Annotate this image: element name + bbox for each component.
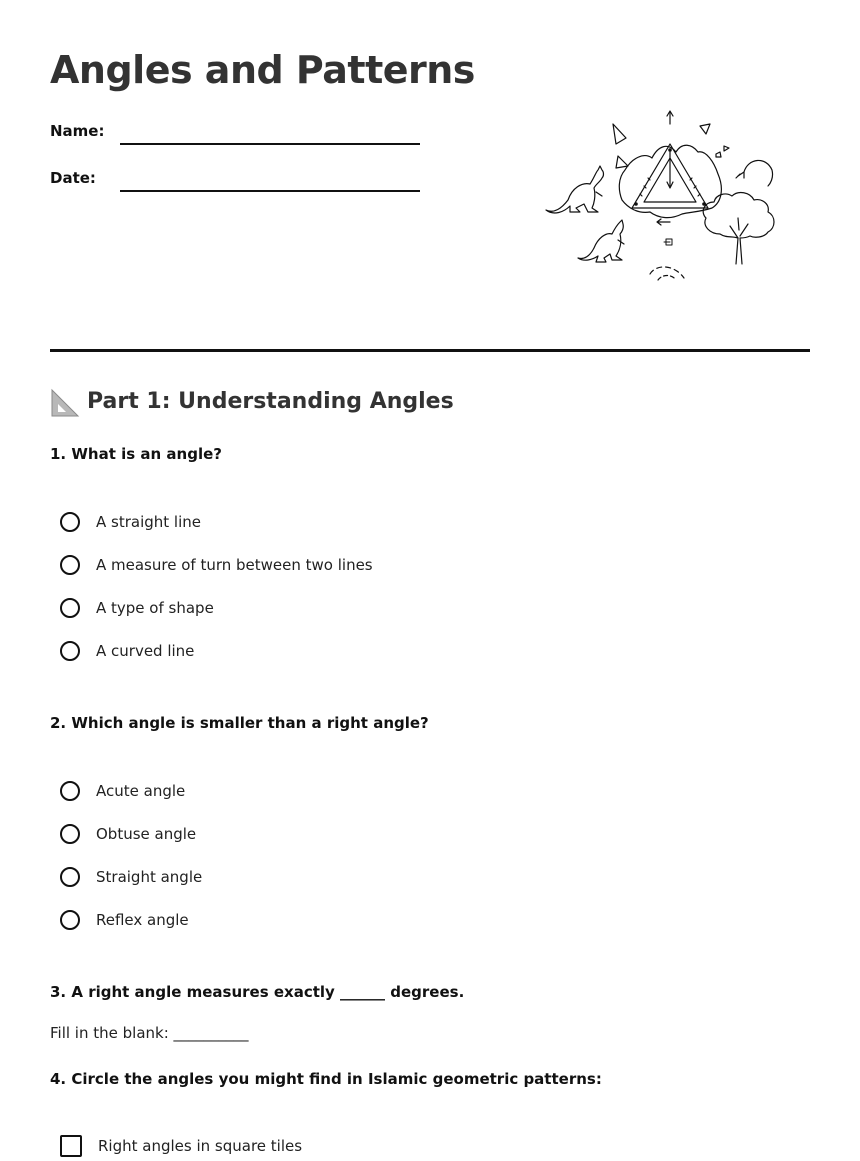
fill-in-blank[interactable]: Fill in the blank: __________ [50, 1024, 249, 1042]
option-label: A curved line [96, 642, 195, 660]
triangle-ruler-icon [632, 144, 708, 208]
q2-option-4[interactable] [60, 907, 189, 933]
option-label: A straight line [96, 513, 201, 531]
radio-button[interactable] [60, 598, 80, 618]
section-divider [50, 349, 810, 352]
set-square-icon [50, 388, 80, 418]
section-title: Part 1: Understanding Angles [87, 389, 454, 414]
date-label: Date: [50, 169, 96, 187]
radio-button[interactable] [60, 641, 80, 661]
radio-button[interactable] [60, 824, 80, 844]
option-label: Straight angle [96, 868, 203, 886]
question-1: 1. What is an angle? [50, 445, 222, 463]
option-label: A type of shape [96, 599, 214, 617]
curved-arrow-icon [736, 160, 773, 186]
option-label: Right angles in square tiles [98, 1137, 303, 1155]
radio-button[interactable] [60, 555, 80, 575]
checkbox[interactable] [60, 1135, 82, 1157]
q1-option-4[interactable] [60, 638, 194, 664]
option-label: Obtuse angle [96, 825, 197, 843]
date-field[interactable] [120, 190, 420, 192]
radio-button[interactable] [60, 512, 80, 532]
q1-option-1[interactable] [60, 509, 201, 535]
option-label: Reflex angle [96, 911, 189, 929]
radio-button[interactable] [60, 910, 80, 930]
q2-option-1[interactable] [60, 778, 185, 804]
question-2: 2. Which angle is smaller than a right angle? [50, 714, 429, 732]
kangaroo-icon [546, 166, 604, 213]
radio-button[interactable] [60, 867, 80, 887]
name-field[interactable] [120, 143, 420, 145]
q2-option-3[interactable] [60, 864, 202, 890]
question-3: 3. A right angle measures exactly ______ degrees. [50, 983, 465, 1001]
q2-option-2[interactable] [60, 821, 196, 847]
name-label: Name: [50, 122, 105, 140]
kangaroo-icon [578, 220, 624, 262]
q1-option-2[interactable] [60, 552, 373, 578]
gum-tree-icon [703, 193, 774, 264]
question-4: 4. Circle the angles you might find in Islamic geometric patterns: [50, 1070, 602, 1088]
radio-button[interactable] [60, 781, 80, 801]
q4-option-1[interactable] [60, 1133, 302, 1159]
angles-illustration [540, 108, 780, 286]
q1-option-3[interactable] [60, 595, 214, 621]
worksheet-title: Angles and Patterns [50, 48, 475, 92]
option-label: Acute angle [96, 782, 186, 800]
option-label: A measure of turn between two lines [96, 556, 373, 574]
